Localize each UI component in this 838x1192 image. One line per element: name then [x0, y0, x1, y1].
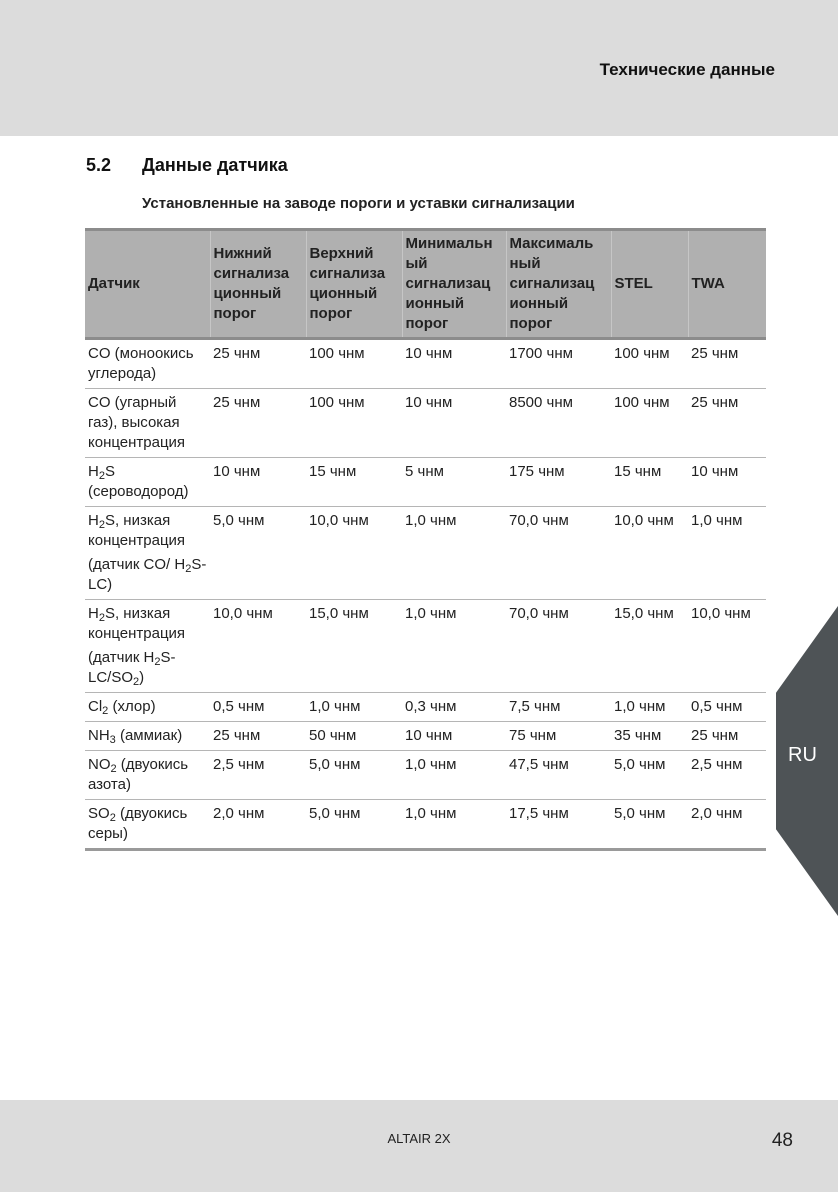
sensor-text: H: [88, 463, 99, 480]
subscript-digit: 2: [102, 705, 109, 717]
threshold-value-cell: 10 чнм: [402, 389, 506, 458]
column-header-line: ый: [405, 255, 428, 272]
sensor-name: [88, 462, 207, 502]
threshold-value-cell: 10 чнм: [402, 339, 506, 389]
column-header-line: сигнализац: [509, 275, 595, 292]
section-heading: [86, 155, 288, 176]
sensor-text: CO (угарный газ), высокая концентрация: [88, 394, 186, 451]
threshold-value-cell: 50 чнм: [306, 722, 402, 751]
sensor-text: (аммиак): [115, 727, 183, 744]
threshold-value-cell: 2,0 чнм: [688, 800, 766, 850]
table-row: [85, 389, 766, 458]
sensor-name: [88, 804, 207, 844]
table-row: [85, 800, 766, 850]
threshold-value-cell: 5,0 чнм: [210, 507, 306, 600]
threshold-value-cell: 1700 чнм: [506, 339, 611, 389]
sensor-text: (двуокись серы): [88, 805, 188, 842]
threshold-value-cell: 100 чнм: [306, 339, 402, 389]
threshold-value-cell: 5 чнм: [402, 458, 506, 507]
threshold-value-cell: 70,0 чнм: [506, 507, 611, 600]
subscript-digit: 2: [133, 676, 140, 688]
sensor-text: (датчик CO/ H: [88, 556, 186, 573]
threshold-value-cell: 7,5 чнм: [506, 693, 611, 722]
sensor-text: (двуокись азота): [88, 756, 189, 793]
sensor-note: [88, 648, 207, 688]
subscript-digit: 2: [98, 519, 105, 531]
sensor-data-table: [85, 228, 766, 851]
sensor-text: S, низкая концентрация: [88, 512, 186, 549]
sensor-text: H: [88, 605, 99, 622]
table-row: [85, 339, 766, 389]
sensor-text: S, низкая концентрация: [88, 605, 186, 642]
threshold-value-cell: 10,0 чнм: [611, 507, 688, 600]
threshold-value-cell: 10 чнм: [688, 458, 766, 507]
threshold-value-cell: 1,0 чнм: [402, 751, 506, 800]
column-header-line: Максималь: [509, 235, 594, 252]
section-title: Данные датчика: [142, 155, 288, 175]
threshold-value-cell: 10 чнм: [210, 458, 306, 507]
sensor-name-cell: [85, 389, 210, 458]
section-number: 5.2: [86, 155, 112, 175]
table-row: [85, 693, 766, 722]
table-header: [85, 230, 766, 339]
sensor-text: S-LC): [88, 556, 207, 593]
page-footer-band: [0, 1100, 838, 1192]
sensor-text: H: [88, 512, 99, 529]
threshold-value-cell: 0,5 чнм: [688, 693, 766, 722]
sensor-text: (хлор): [108, 698, 156, 715]
threshold-value-cell: 0,5 чнм: [210, 693, 306, 722]
table-row: [85, 600, 766, 693]
threshold-value-cell: 100 чнм: [306, 389, 402, 458]
column-header: [402, 230, 506, 339]
sensor-name-cell: [85, 339, 210, 389]
threshold-value-cell: 2,0 чнм: [210, 800, 306, 850]
column-header-line: порог: [509, 315, 553, 332]
column-header-line: сигнализац: [405, 275, 491, 292]
threshold-value-cell: 10,0 чнм: [306, 507, 402, 600]
sensor-name: [88, 604, 207, 644]
threshold-value-cell: 5,0 чнм: [306, 800, 402, 850]
column-header-line: ионный: [405, 295, 465, 312]
sensor-text: S-LC/SO: [88, 649, 176, 686]
threshold-value-cell: 0,3 чнм: [402, 693, 506, 722]
sensor-name: [88, 697, 207, 717]
threshold-value-cell: 15,0 чнм: [306, 600, 402, 693]
threshold-value-cell: 5,0 чнм: [306, 751, 402, 800]
threshold-value-cell: 47,5 чнм: [506, 751, 611, 800]
threshold-value-cell: 15 чнм: [306, 458, 402, 507]
column-header-line: TWA: [691, 275, 725, 292]
threshold-value-cell: 10 чнм: [402, 722, 506, 751]
threshold-value-cell: 35 чнм: [611, 722, 688, 751]
sensor-text: ): [139, 669, 145, 686]
threshold-value-cell: 1,0 чнм: [402, 800, 506, 850]
column-header-line: сигнализа: [213, 265, 290, 282]
sensor-name-cell: [85, 693, 210, 722]
threshold-value-cell: 1,0 чнм: [402, 507, 506, 600]
threshold-value-cell: 2,5 чнм: [210, 751, 306, 800]
sensor-text: (датчик H: [88, 649, 155, 666]
threshold-value-cell: 25 чнм: [210, 722, 306, 751]
sensor-name: [88, 393, 207, 453]
sensor-text: Cl: [88, 698, 103, 715]
threshold-value-cell: 1,0 чнм: [688, 507, 766, 600]
table-row: [85, 507, 766, 600]
threshold-value-cell: 5,0 чнм: [611, 751, 688, 800]
column-header: [611, 230, 688, 339]
threshold-value-cell: 15 чнм: [611, 458, 688, 507]
subscript-digit: 2: [110, 763, 117, 775]
column-header: [506, 230, 611, 339]
column-header: [688, 230, 766, 339]
threshold-value-cell: 25 чнм: [688, 339, 766, 389]
sensor-name: [88, 511, 207, 551]
table-row: [85, 722, 766, 751]
language-tab-label: RU: [788, 744, 817, 766]
column-header: [210, 230, 306, 339]
column-header-line: Верхний: [309, 245, 374, 262]
column-header-line: Нижний: [213, 245, 272, 262]
threshold-value-cell: 1,0 чнм: [402, 600, 506, 693]
threshold-value-cell: 100 чнм: [611, 389, 688, 458]
page-header-band: [0, 0, 838, 136]
chapter-title: Технические данные: [599, 60, 775, 79]
column-header-line: ный: [509, 255, 541, 272]
column-header: [306, 230, 402, 339]
sensor-name-cell: [85, 722, 210, 751]
column-header-line: ионный: [509, 295, 569, 312]
column-header-line: Датчик: [88, 275, 140, 292]
threshold-value-cell: 70,0 чнм: [506, 600, 611, 693]
column-header-line: порог: [213, 305, 257, 322]
sensor-note: [88, 555, 207, 595]
threshold-value-cell: 75 чнм: [506, 722, 611, 751]
sensor-name: [88, 344, 207, 384]
table-caption: Установленные на заводе пороги и уставки сигнализации: [142, 195, 575, 212]
column-header-line: ционный: [213, 285, 282, 302]
threshold-value-cell: 10,0 чнм: [210, 600, 306, 693]
threshold-value-cell: 17,5 чнм: [506, 800, 611, 850]
sensor-text: S (сероводород): [88, 463, 189, 500]
threshold-value-cell: 5,0 чнм: [611, 800, 688, 850]
table-row: [85, 458, 766, 507]
subscript-digit: 2: [185, 563, 192, 575]
sensor-name-cell: [85, 751, 210, 800]
sensor-name: [88, 726, 207, 746]
footer-page-number: 48: [771, 1130, 793, 1151]
threshold-value-cell: 100 чнм: [611, 339, 688, 389]
column-header-line: порог: [405, 315, 449, 332]
subscript-digit: 2: [154, 656, 161, 668]
threshold-value-cell: 1,0 чнм: [306, 693, 402, 722]
sensor-name-cell: [85, 600, 210, 693]
threshold-value-cell: 25 чнм: [688, 722, 766, 751]
subscript-digit: 3: [109, 734, 116, 746]
threshold-value-cell: 175 чнм: [506, 458, 611, 507]
threshold-value-cell: 2,5 чнм: [688, 751, 766, 800]
sensor-name-cell: [85, 800, 210, 850]
threshold-value-cell: 25 чнм: [688, 389, 766, 458]
column-header-line: STEL: [614, 275, 653, 292]
column-header-line: сигнализа: [309, 265, 386, 282]
threshold-value-cell: 25 чнм: [210, 389, 306, 458]
footer-product-name: ALTAIR 2X: [387, 1131, 451, 1146]
threshold-value-cell: 8500 чнм: [506, 389, 611, 458]
column-header-line: Минимальн: [405, 235, 493, 252]
sensor-name-cell: [85, 507, 210, 600]
subscript-digit: 2: [98, 470, 105, 482]
threshold-value-cell: 1,0 чнм: [611, 693, 688, 722]
sensor-text: NO: [88, 756, 111, 773]
sensor-text: SO: [88, 805, 110, 822]
column-header: [85, 230, 210, 339]
sensor-name-cell: [85, 458, 210, 507]
table-row: [85, 751, 766, 800]
threshold-value-cell: 15,0 чнм: [611, 600, 688, 693]
threshold-value-cell: 25 чнм: [210, 339, 306, 389]
sensor-text: NH: [88, 727, 110, 744]
threshold-value-cell: 10,0 чнм: [688, 600, 766, 693]
table-body: [85, 339, 766, 850]
sensor-name: [88, 755, 207, 795]
subscript-digit: 2: [98, 612, 105, 624]
sensor-text: CO (моноокись углерода): [88, 345, 194, 382]
table-header-row: [85, 230, 766, 339]
column-header-line: ционный: [309, 285, 378, 302]
subscript-digit: 2: [109, 812, 116, 824]
column-header-line: порог: [309, 305, 353, 322]
